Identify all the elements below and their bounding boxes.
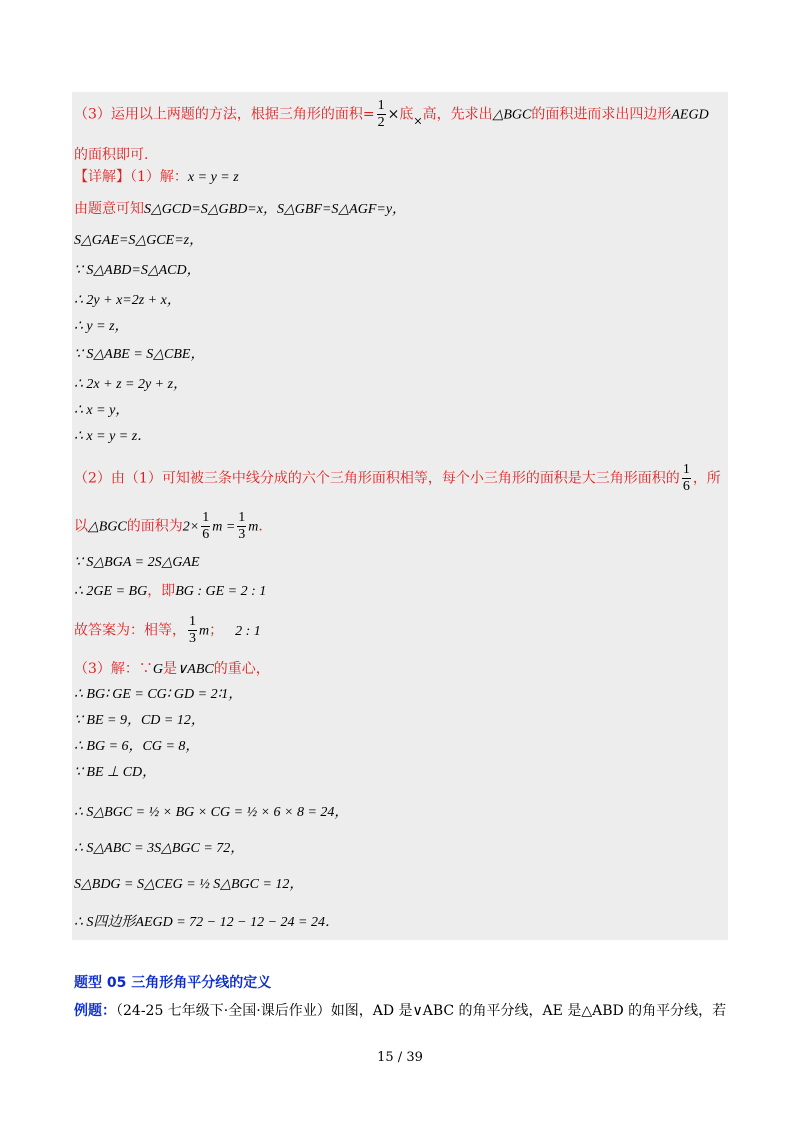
page-current: 15 (377, 1050, 394, 1065)
part2-text2a: 以 (74, 518, 88, 535)
part2-text1: （2）由（1）可知被三条中线分成的六个三角形面积相等，每个小三角形的面积是大三角形面积的 (74, 470, 680, 487)
page-sep: / (393, 1050, 407, 1065)
part3-l1e: 的重心， (213, 661, 270, 677)
part2-frac16 (682, 462, 691, 495)
section-heading: 题型 05 三角形角平分线的定义 (74, 975, 272, 991)
detail-l1: S△GCD=S△GBD=x，S△GBF=S△AGF=y， (144, 202, 407, 217)
part3-l7: ∴ S△ABC = 3S△BGC = 72， (74, 841, 245, 856)
detail-line2 (74, 200, 406, 219)
example-label: 例题： (74, 1003, 116, 1019)
detail-l5: ∴ y = z， (74, 319, 129, 334)
part2-frac-den: 6 (682, 479, 690, 494)
part3-l1b: G (152, 662, 164, 677)
answer-frac-den: 3 (189, 631, 196, 646)
part2-frac3-den: 3 (238, 527, 246, 542)
part2-line2 (74, 510, 272, 543)
part3-l3: ∵ BE = 9，CD = 12， (74, 713, 205, 728)
part3-l1d: ∨ABC (177, 662, 214, 677)
detail-p1: （1）解： (130, 169, 188, 185)
part2-end: ． (258, 518, 273, 535)
part2-l4-math: ∴ 2GE = BG (74, 584, 148, 599)
hint-frac-num: 1 (377, 98, 385, 113)
hint-quad: AEGD (671, 107, 709, 123)
hint-height: 高，先求出 (422, 106, 493, 123)
part2-expr-b: m = (212, 519, 236, 535)
answer-prefix: 故答案为：相等， (74, 622, 186, 639)
part2-frac16b (201, 510, 210, 543)
part2-line1 (74, 462, 721, 495)
example-line (74, 1000, 726, 1020)
answer-frac (188, 614, 197, 647)
hint-times2: × (413, 114, 423, 128)
part2-frac3-num: 1 (238, 510, 246, 525)
detail-given: 由题意可知 (74, 201, 144, 217)
part3-hint-line2: 的面积即可. (74, 147, 149, 163)
part3-l2: ∴ BG∶ GE = CG∶ GD = 2∶1， (74, 687, 243, 702)
detail-l2: S△GAE=S△GCE=z， (74, 233, 204, 248)
part3-l8: S△BDG = S△CEG = ½ S△BGC = 12， (74, 877, 304, 892)
detail-l6: ∵ S△ABE = S△CBE， (74, 347, 205, 362)
detail-l4: ∴ 2y + x=2z + x， (74, 293, 181, 308)
hint-prefix: （3）运用以上两题的方法，根据三角形的面积 (74, 106, 363, 123)
part2-tri: △BGC (88, 519, 127, 535)
hint-times1: × (387, 106, 400, 123)
part3-l9: ∴ S四边形AEGD = 72 − 12 − 12 − 24 = 24． (74, 915, 339, 930)
answer-frac-num: 1 (189, 614, 196, 629)
hint-triangle: △BGC (492, 107, 532, 123)
detail-tag: 【详解】 (74, 169, 130, 185)
part2-answer (74, 614, 261, 647)
part2-text2b: 的面积为 (126, 518, 183, 535)
part2-frac13 (237, 510, 246, 543)
answer-ratio: 2 : 1 (235, 623, 261, 639)
detail-l9: ∴ x = y = z． (74, 429, 152, 444)
detail-p1-math: x = y = z (187, 170, 239, 185)
part3-l6: ∴ S△BGC = ½ × BG × CG = ½ × 6 × 8 = 24， (74, 805, 349, 820)
hint-mid: 的面积进而求出四边形 (531, 106, 672, 123)
part2-frac2-den: 6 (202, 527, 210, 542)
part2-l4-mid: ，即 (147, 583, 176, 599)
detail-l8: ∴ x = y， (74, 403, 130, 418)
hint-fraction (377, 98, 386, 131)
part3-l5: ∵ BE ⊥ CD， (74, 765, 157, 780)
detail-l3: ∵ S△ABD=S△ACD， (74, 263, 201, 278)
part2-frac-num: 1 (682, 462, 690, 477)
part3-l1 (74, 660, 270, 679)
answer-sep: ； (209, 622, 224, 639)
page-total: 39 (406, 1050, 423, 1065)
page-number (0, 1050, 800, 1065)
part2-text1-end: ，所 (692, 470, 721, 487)
part3-l1c: 是 (163, 661, 178, 677)
part2-l4 (74, 582, 266, 601)
part2-frac2-num: 1 (202, 510, 210, 525)
answer-m: m (199, 623, 210, 639)
hint-frac-den: 2 (377, 115, 385, 130)
part3-l1a: （3）解：∵ (74, 661, 153, 677)
part2-expr-a: 2× (182, 519, 200, 535)
part3-l4: ∴ BG = 6，CG = 8， (74, 739, 200, 754)
part2-expr-c: m (248, 519, 259, 535)
part2-l3: ∵ S△BGA = 2S△GAE (74, 555, 200, 570)
detail-l7: ∴ 2x + z = 2y + z， (74, 377, 188, 392)
part2-l4-ratio: BG : GE = 2 : 1 (175, 584, 267, 599)
hint-base: 底 (399, 106, 414, 123)
detail-line1 (74, 168, 239, 187)
hint-eq: = (362, 106, 375, 123)
part3-hint-line1 (74, 98, 709, 131)
example-text: （24-25 七年级下·全国·课后作业）如图，AD 是∨ABC 的角平分线，AE 是△ABD 的角平分线，若 (116, 1003, 727, 1019)
